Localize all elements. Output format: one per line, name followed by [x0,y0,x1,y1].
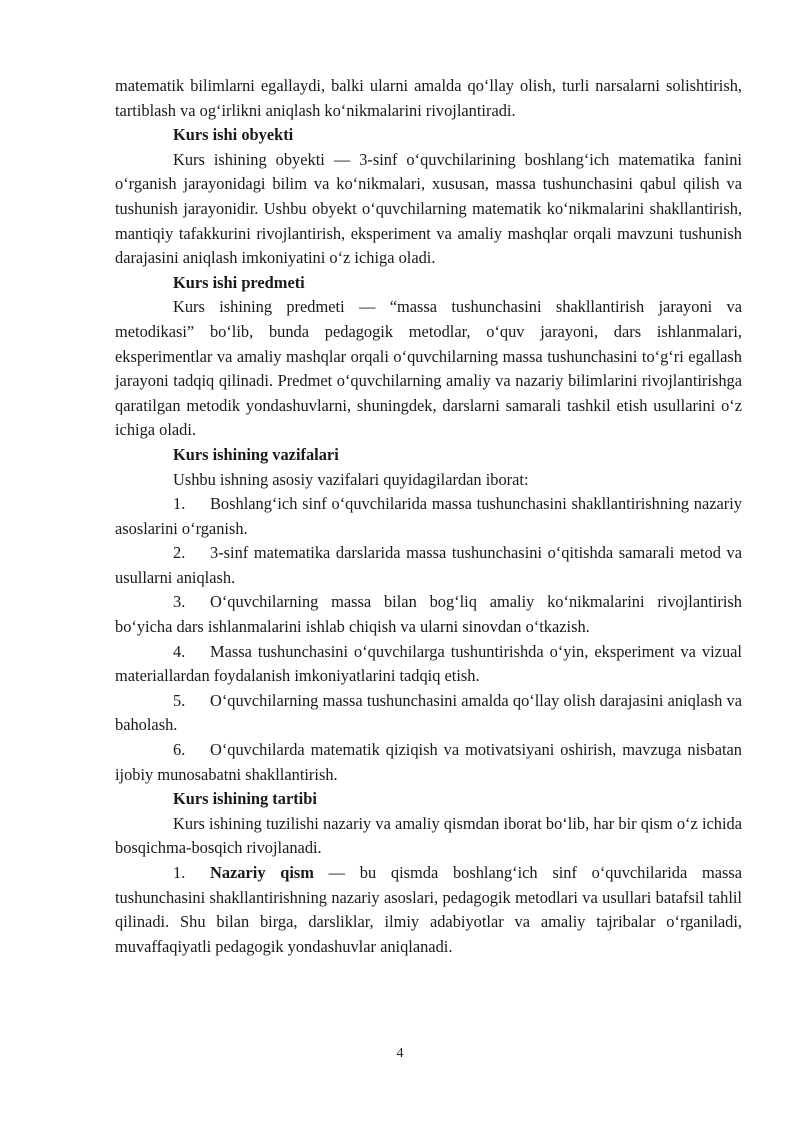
predmet-paragraph: Kurs ishining predmeti — “massa tushunchasini shakllantirish jarayoni va metodikasi” bo‘lib, bunda pedagogik metodlar, o‘quv jarayoni, dars ishlanmalari, eksperimentlar va amaliy mashqlar orqali o‘quvchilarning massa tushunchasini to‘g‘ri egallash jarayoni tadqiq qilinadi. Predmet o‘quvchilarning amaliy va nazariy bilimlarini rivojlantirishga qaratilgan metodik yondashuvlarni, shuningdek, darslarni samarali tashkil etish usullarini o‘z ichiga oladi. [115,297,742,440]
task-text: O‘quvchilarning massa bilan bog‘liq amaliy ko‘nikmalarini rivojlantirish bo‘yicha dars ishlanmalarini ishlab chiqish va ularni sinovdan o‘tkazish. [115,592,742,637]
predmet-heading: Kurs ishi predmeti [173,272,305,292]
task-item-2 [115,541,742,590]
structure-term: Nazariy qism [210,863,314,882]
task-text: 3-sinf matematika darslarida massa tushunchasini o‘qitishda samarali metod va usullarni aniqlash. [115,543,742,587]
structure-text: — bu qismda boshlang‘ich sinf o‘quvchilarida massa tushunchasini shakllantirishning nazariy asoslari, pedagogik metodlari va usullari batafsil tahlil qilinadi. Shu bilan birga, darsliklar, ilmiy adabiyotlar va amaliy tajribalar o‘rganiladi, muvaffaqiyatli pedagogik yondashuvlar aniqlanadi. [115,863,742,956]
task-item-6 [115,738,742,787]
vazifalar-intro: Ushbu ishning asosiy vazifalari quyidagilardan iborat: [173,469,529,489]
task-number: 6. [173,740,186,760]
document-page [115,74,742,959]
task-text: O‘quvchilarda matematik qiziqish va motivatsiyani oshirish, mavzuga nisbatan ijobiy munosabatni shakllantirish. [115,740,742,784]
task-text: Massa tushunchasini o‘quvchilarga tushuntirishda o‘yin, eksperiment va vizual materiallardan foydalanish imkoniyatlarini tadqiq etish. [115,641,742,686]
task-item-5 [115,689,742,738]
vazifalar-heading: Kurs ishining vazifalari [173,444,339,464]
intro-paragraph: matematik bilimlarni egallaydi, balki ularni amalda qo‘llay olish, turli narsalarni solishtirish, tartiblash va og‘irlikni aniqlash ko‘nikmalarini rivojlantiradi. [115,76,742,120]
structure-item-1 [115,861,742,959]
tartibi-heading: Kurs ishining tartibi [173,789,317,809]
task-number: 5. [173,690,186,710]
task-number: 3. [173,592,186,612]
task-item-3 [115,590,742,639]
obyekt-paragraph: Kurs ishining obyekti — 3-sinf o‘quvchilarining boshlang‘ich matematika fanini o‘rganish jarayonidagi bilim va ko‘nikmalari, xususan, massa tushunchasini qabul qilish va tushunish jarayonidir. Ushbu obyekt o‘quvchilarning matematik ko‘nikmalarini shakllantirish, mantiqiy tafakkurini rivojlantirish, eksperiment va amaliy mashqlar orqali mavzuni tushunish darajasini aniqlash imkoniyatini o‘z ichiga oladi. [115,149,742,268]
task-item-4 [115,640,742,689]
task-item-1 [115,492,742,541]
obyekt-heading: Kurs ishi obyekti [173,125,294,145]
task-number: 4. [173,641,186,661]
task-number: 1. [173,494,186,514]
page-number: 4 [396,1046,404,1061]
task-number: 2. [173,543,186,563]
structure-number: 1. [173,863,186,882]
task-text: Boshlang‘ich sinf o‘quvchilarida massa tushunchasini shakllantirishning nazariy asoslarini o‘rganish. [115,494,742,538]
tartibi-paragraph: Kurs ishining tuzilishi nazariy va amaliy qismdan iborat bo‘lib, har bir qism o‘z ichida bosqichma-bosqich rivojlanadi. [115,813,742,858]
task-text: O‘quvchilarning massa tushunchasini amalda qo‘llay olish darajasini aniqlash va baholash. [115,690,742,735]
